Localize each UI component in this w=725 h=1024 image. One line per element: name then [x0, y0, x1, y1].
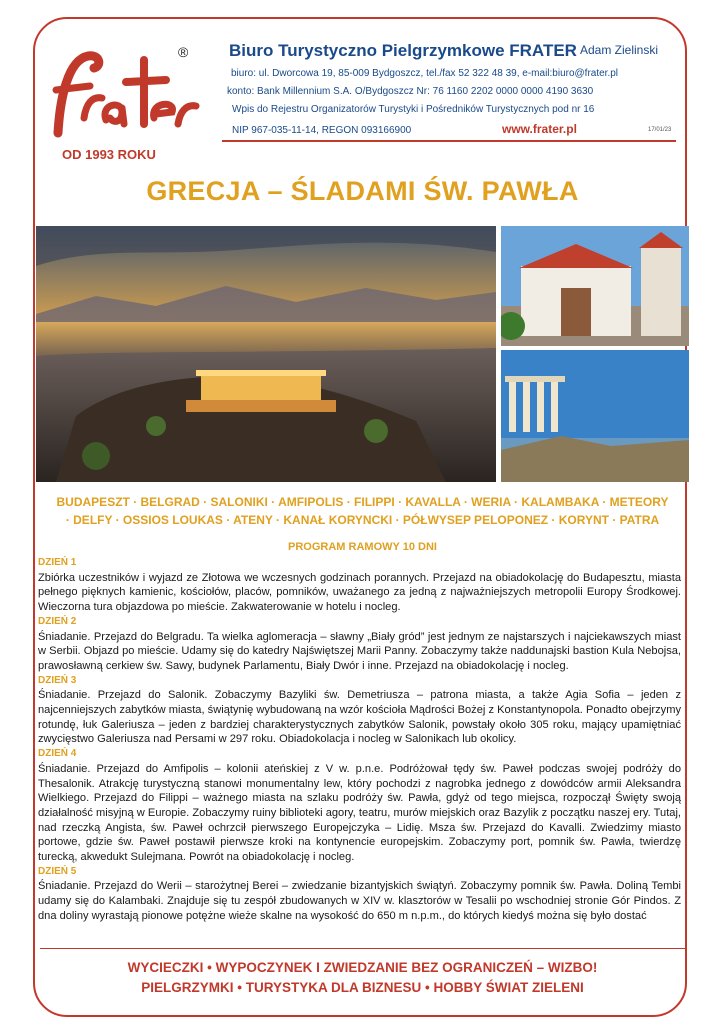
route-list — [40, 493, 685, 529]
company-name-prefix: Biuro Turystyczno Pielgrzymkowe — [229, 41, 505, 60]
since-label: OD 1993 ROKU — [62, 147, 156, 162]
day-item — [38, 615, 681, 674]
page-title: GRECJA – ŚLADAMI ŚW. PAWŁA — [146, 176, 579, 206]
day-heading: DZIEŃ 4 — [38, 748, 77, 760]
acropolis-photo — [36, 226, 496, 482]
day-list — [38, 556, 681, 924]
nip-line: NIP 967-035-11-14, REGON 093166900 — [232, 125, 412, 136]
owner-name: Adam Zielinski — [580, 43, 659, 57]
company-title — [229, 41, 577, 61]
address-line: biuro: ul. Dworcowa 19, 85-009 Bydgoszcz, tel./fax 52 322 48 39, e-mail:biuro@frater.pl — [231, 68, 619, 79]
day-description: Zbiórka uczestników i wyjazd ze Złotowa we wczesnych godzinach porannych. Przejazd na obiadokolację do Budapesztu, miasta pełnego pięknych kamienic, kościołów, placów, pomników, uważanego za jedną z najważniejszych metropolii Europy Środkowej. Wieczorna tura objazdowa po mieście. Zakwaterowanie w hotelu i nocleg. — [38, 571, 681, 614]
footer-divider — [40, 948, 685, 949]
day-description: Śniadanie. Przejazd do Amfipolis – kolonii ateńskiej z V w. p.n.e. Podróżował tędy św. Paweł podczas swojej podróży do Thesalonik. Atrakcję turystyczną stanowi monumentalny lew, który pochodzi z nagrobka jednego z dowódców armii Aleksandra Wielkiego. Przejazd do Filippi – ważnego miasta na szlaku podróży św. Pawła, gdyż od tego miejsca, rozpoczął Święty swoją działalność misyjną w Europie. Zobaczymy ruiny biblioteki agory, teatru, murów miejskich oraz Bazylik z początku naszej ery. Tutaj, nad rzeczką Angista, św. Paweł ochrzcił pierwszego Europejczyka – Lidię. Msza św. Przejazd do Kavalli. Zwiedzimy miasto portowe, gdzie św. Paweł postawił pierwsze kroki na kontynencie europejskim. Zobaczymy port, pomnik św. Pawła, twierdzę turecką, akwedukt Sulejmana. Powrót na obiadokolację i nocleg. — [38, 762, 681, 864]
day-description: Śniadanie. Przejazd do Salonik. Zobaczymy Bazyliki św. Demetriusza – patrona miasta, a także Agia Sofia – jeden z najcenniejszych zabytków miasta, świątynię wybudowaną na wzór kościoła Mądrości Bożej z Konstantynopola. Ponadto obejrzymy rotundę, łuk Galeriusza – jeden z bardziej charakterystycznych zabytków Salonik, powstały około 305 roku, mający upamiętniać zwycięstwo Galeriusza nad Persami w 297 roku. Obiadokolacja i nocleg w Salonikach lub okolicy. — [38, 689, 681, 746]
church-photo — [501, 226, 689, 346]
day-heading: DZIEŃ 3 — [38, 674, 77, 686]
day-description: Śniadanie. Przejazd do Belgradu. Ta wielka aglomeracja – sławny „Biały gród” jest jednym ze najstarszych i najciekawszych miast w Serbii. Objazd po mieście. Udamy się do katedry Najświętszej Marii Panny. Zobaczymy także naddunajski bastion Kula Nebojsa, prawosławną cerkiew św. Sawy, budynek Parlamentu, Biały Dwór i inne. Przejazd na obiadokolację i nocleg. — [38, 630, 681, 672]
website-link[interactable]: www.frater.pl — [502, 122, 577, 136]
day-heading: DZIEŃ 2 — [38, 615, 77, 627]
document-date: 17/01/23 — [648, 127, 672, 133]
day-item — [38, 556, 681, 615]
temple-photo — [501, 350, 689, 482]
route-line-1: BUDAPESZT · BELGRAD · SALONIKI · AMFIPOLIS · FILIPPI · KAVALLA · WERIA · KALAMBAKA · METEORY — [56, 495, 669, 509]
registry-line: Wpis do Rejestru Organizatorów Turystyki i Pośredników Turystycznych pod nr 16 — [232, 104, 595, 115]
header-divider — [222, 140, 676, 142]
day-item — [38, 747, 681, 865]
day-heading: DZIEŃ 5 — [38, 865, 77, 877]
program-title: PROGRAM RAMOWY 10 DNI — [288, 541, 437, 553]
footer-line-2: PIELGRZYMKI • TURYSTYKA DLA BIZNESU • HOBBY ŚWIAT ZIELENI — [141, 980, 584, 995]
day-item — [38, 674, 681, 748]
company-brand: FRATER — [509, 41, 577, 60]
day-heading: DZIEŃ 1 — [38, 557, 77, 568]
day-description: Śniadanie. Przejazd do Werii – starożytnej Berei – zwiedzanie bizantyjskich świątyń. Zobaczymy pomnik św. Pawła. Doliną Tembi udamy się do Kalambaki. Znajduje się tu zespół zbudowanych w XIV w. klasztorów w Tesalii po wschodniej stronie Gór Pindos. Z dna doliny wyrastają pionowe potężne wieże skalne na wysokość do 650 m n.p.m., do których kiedyś można się było dostać — [38, 880, 681, 922]
footer-line-1: WYCIECZKI • WYPOCZYNEK I ZWIEDZANIE BEZ OGRANICZEŃ – WIZBO! — [127, 960, 598, 975]
route-line-2: · DELFY · OSSIOS LOUKAS · ATENY · KANAŁ KORYNCKI · PÓŁWYSEP PELOPONEZ · KORYNT · PATRA — [65, 513, 660, 527]
bank-line: konto: Bank Millennium S.A. O/Bydgoszcz Nr: 76 1160 2202 0000 0000 4190 3630 — [227, 86, 594, 97]
day-item — [38, 865, 681, 924]
registered-mark: ® — [178, 44, 189, 60]
